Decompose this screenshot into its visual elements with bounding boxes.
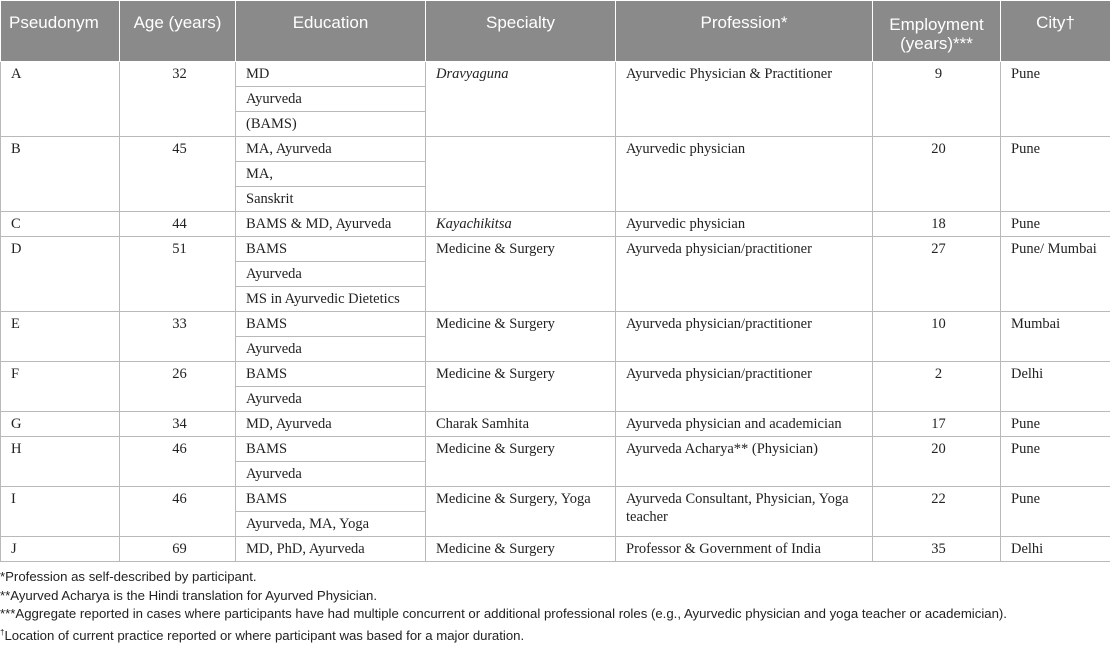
table-row	[1, 537, 1110, 562]
header-city: City†	[1001, 1, 1110, 62]
cell-age: 51	[120, 237, 236, 312]
cell-profession: Ayurveda physician/practitioner	[616, 312, 873, 362]
cell-profession: Professor & Government of India	[616, 537, 873, 562]
cell-city: Pune/ Mumbai	[1001, 237, 1110, 312]
table-row	[1, 487, 1110, 512]
cell-city: Delhi	[1001, 362, 1110, 412]
cell-specialty: Kayachikitsa	[426, 212, 616, 237]
cell-employment: 20	[873, 437, 1001, 487]
cell-specialty: Medicine & Surgery	[426, 537, 616, 562]
cell-education: BAMS & MD, Ayurveda	[236, 212, 426, 237]
cell-profession: Ayurveda physician/practitioner	[616, 362, 873, 412]
cell-specialty: Medicine & Surgery, Yoga	[426, 487, 616, 537]
table-row	[1, 212, 1110, 237]
cell-pseudonym: E	[1, 312, 120, 362]
cell-pseudonym: F	[1, 362, 120, 412]
cell-pseudonym: C	[1, 212, 120, 237]
cell-employment: 17	[873, 412, 1001, 437]
table-row	[1, 312, 1110, 337]
cell-employment: 9	[873, 62, 1001, 137]
cell-profession: Ayurvedic Physician & Practitioner	[616, 62, 873, 137]
cell-pseudonym: D	[1, 237, 120, 312]
cell-employment: 10	[873, 312, 1001, 362]
cell-profession: Ayurveda physician and academician	[616, 412, 873, 437]
footnote-aggregate: ***Aggregate reported in cases where participants have had multiple concurrent or additional professional roles (e.g., Ayurvedic physician and yoga teacher or academician).	[0, 606, 1007, 621]
cell-employment: 2	[873, 362, 1001, 412]
cell-city: Pune	[1001, 412, 1110, 437]
cell-pseudonym: B	[1, 137, 120, 212]
footnote-location	[0, 624, 1110, 646]
cell-city: Delhi	[1001, 537, 1110, 562]
cell-education: MA,	[236, 162, 426, 187]
cell-education: Ayurveda	[236, 387, 426, 412]
cell-specialty: Medicine & Surgery	[426, 362, 616, 412]
header-employment-line2: (years)***	[900, 34, 973, 53]
cell-pseudonym: I	[1, 487, 120, 537]
cell-profession: Ayurvedic physician	[616, 137, 873, 212]
cell-education: BAMS	[236, 487, 426, 512]
cell-pseudonym: A	[1, 62, 120, 137]
cell-education: MD, PhD, Ayurveda	[236, 537, 426, 562]
header-age: Age (years)	[120, 1, 236, 62]
cell-profession: Ayurveda Consultant, Physician, Yoga teacher	[616, 487, 873, 537]
header-profession: Profession*	[616, 1, 873, 62]
cell-employment: 35	[873, 537, 1001, 562]
cell-employment: 18	[873, 212, 1001, 237]
cell-education: BAMS	[236, 437, 426, 462]
cell-age: 33	[120, 312, 236, 362]
cell-profession: Ayurveda Acharya** (Physician)	[616, 437, 873, 487]
cell-city: Pune	[1001, 212, 1110, 237]
cell-age: 46	[120, 487, 236, 537]
cell-education: BAMS	[236, 362, 426, 387]
cell-specialty: Charak Samhita	[426, 412, 616, 437]
table-footnotes	[0, 568, 1110, 645]
cell-education: (BAMS)	[236, 112, 426, 137]
cell-education: MD, Ayurveda	[236, 412, 426, 437]
cell-education: BAMS	[236, 237, 426, 262]
cell-specialty: Medicine & Surgery	[426, 312, 616, 362]
footnote-dagger-mark: †	[0, 627, 5, 637]
cell-education: Ayurveda	[236, 87, 426, 112]
cell-age: 26	[120, 362, 236, 412]
cell-age: 45	[120, 137, 236, 212]
cell-city: Pune	[1001, 137, 1110, 212]
cell-education: Ayurveda, MA, Yoga	[236, 512, 426, 537]
footnote-location-text: Location of current practice reported or where participant was based for a major duration.	[4, 627, 525, 643]
table-row	[1, 437, 1110, 462]
cell-education: Ayurveda	[236, 262, 426, 287]
cell-education: MA, Ayurveda	[236, 137, 426, 162]
cell-education: Sanskrit	[236, 187, 426, 212]
cell-specialty: Medicine & Surgery	[426, 237, 616, 312]
cell-specialty: Medicine & Surgery	[426, 437, 616, 487]
table-header-row	[1, 1, 1110, 62]
cell-specialty	[426, 137, 616, 212]
table-row	[1, 412, 1110, 437]
header-education: Education	[236, 1, 426, 62]
cell-profession: Ayurveda physician/practitioner	[616, 237, 873, 312]
table-row	[1, 62, 1110, 87]
cell-education: MD	[236, 62, 426, 87]
table-row	[1, 137, 1110, 162]
footnote-profession: *Profession as self-described by participant.	[0, 569, 257, 584]
cell-age: 44	[120, 212, 236, 237]
cell-education: MS in Ayurvedic Dietetics	[236, 287, 426, 312]
cell-pseudonym: H	[1, 437, 120, 487]
table-row	[1, 362, 1110, 387]
cell-city: Pune	[1001, 62, 1110, 137]
footnote-acharya: **Ayurved Acharya is the Hindi translation for Ayurved Physician.	[0, 587, 378, 603]
cell-education: BAMS	[236, 312, 426, 337]
cell-employment: 20	[873, 137, 1001, 212]
cell-profession: Ayurvedic physician	[616, 212, 873, 237]
header-specialty: Specialty	[426, 1, 616, 62]
cell-city: Pune	[1001, 487, 1110, 537]
cell-pseudonym: G	[1, 412, 120, 437]
cell-education: Ayurveda	[236, 462, 426, 487]
cell-age: 34	[120, 412, 236, 437]
cell-age: 46	[120, 437, 236, 487]
cell-city: Mumbai	[1001, 312, 1110, 362]
cell-pseudonym: J	[1, 537, 120, 562]
header-pseudonym: Pseudonym	[1, 1, 120, 62]
header-employment	[873, 1, 1001, 62]
cell-age: 32	[120, 62, 236, 137]
header-employment-line1: Employment	[889, 15, 984, 34]
cell-specialty: Dravyaguna	[426, 62, 616, 137]
cell-employment: 27	[873, 237, 1001, 312]
cell-city: Pune	[1001, 437, 1110, 487]
cell-age: 69	[120, 537, 236, 562]
cell-education: Ayurveda	[236, 337, 426, 362]
table-row	[1, 237, 1110, 262]
cell-employment: 22	[873, 487, 1001, 537]
